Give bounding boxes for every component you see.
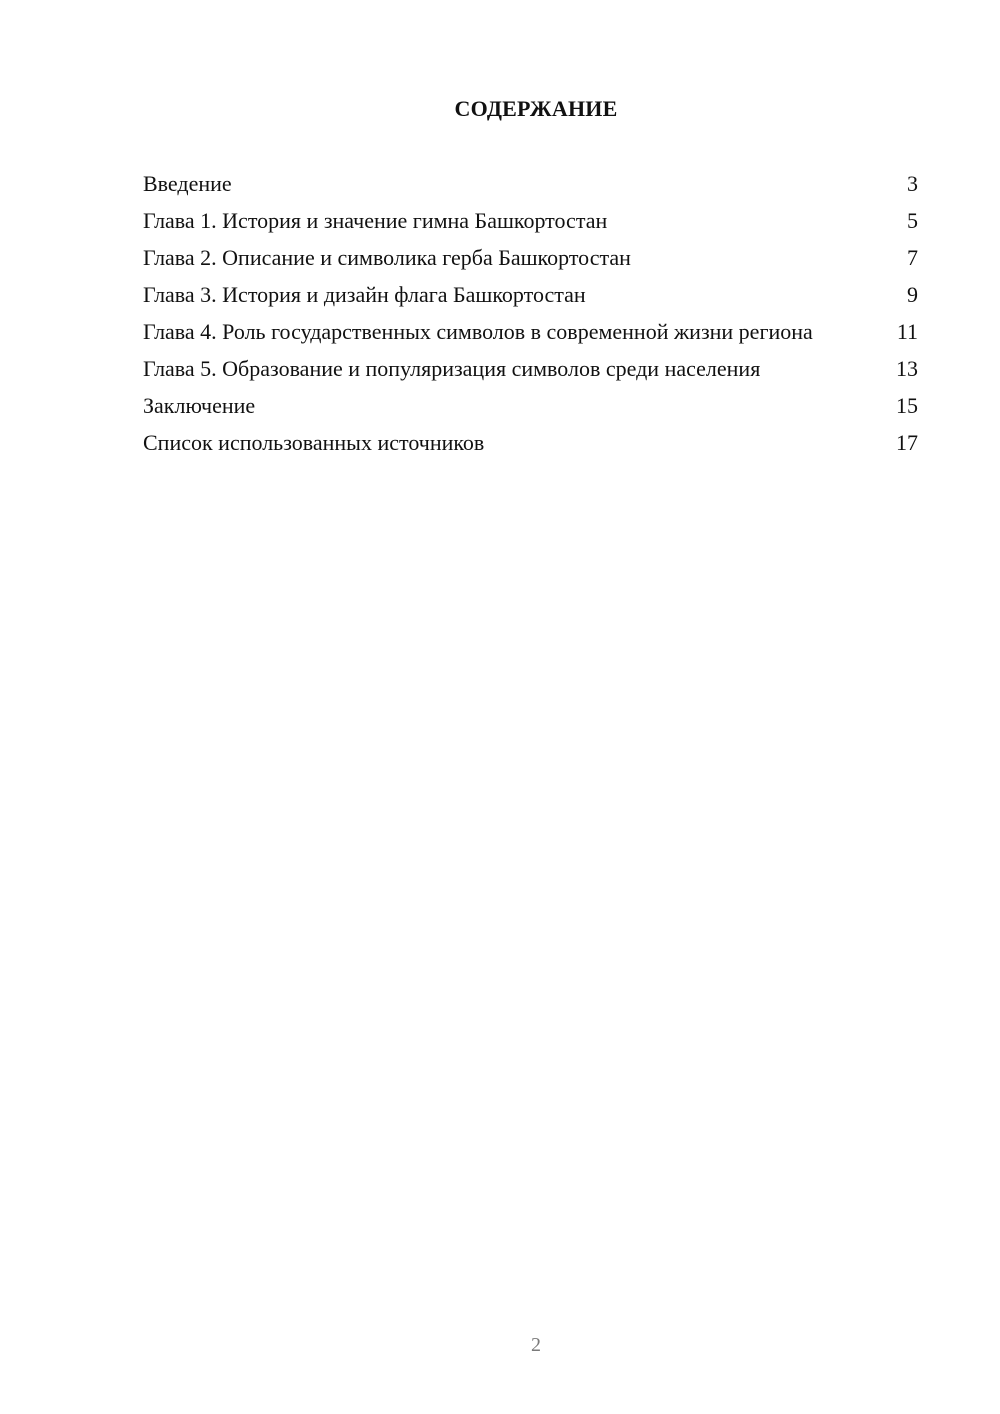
toc-entry-text: Глава 4. Роль государственных символов в современной жизни региона [143, 319, 813, 344]
toc-entry-page: 17 [896, 430, 918, 455]
toc-entry-text: Список использованных источников [143, 430, 485, 455]
page-title: СОДЕРЖАНИЕ [454, 96, 618, 121]
toc-entry-text: Глава 5. Образование и популяризация символов среди населения [143, 356, 761, 381]
toc-entry-text: Глава 3. История и дизайн флага Башкортостан [143, 282, 586, 307]
toc-entry-conclusion [143, 392, 918, 419]
toc-entry-text: Глава 2. Описание и символика герба Башкортостан [143, 245, 631, 270]
toc-entry-page: 15 [896, 393, 918, 418]
toc-entry-text: Глава 1. История и значение гимна Башкортостан [143, 208, 608, 233]
toc-entry-page: 7 [907, 245, 918, 270]
toc-entry-text: Введение [143, 171, 232, 196]
toc-entry-chapter-1 [143, 207, 918, 234]
toc-entry-introduction [143, 170, 918, 197]
toc-entry-page: 9 [907, 282, 918, 307]
toc-entry-text: Заключение [143, 393, 256, 418]
toc-entry-page: 13 [896, 356, 918, 381]
toc-entry-chapter-5 [143, 355, 918, 382]
toc-entry-page: 5 [907, 208, 918, 233]
toc-entry-chapter-2 [143, 244, 918, 271]
table-of-contents [143, 170, 918, 466]
toc-entry-page: 3 [907, 171, 918, 196]
toc-entry-references [143, 429, 918, 456]
toc-entry-chapter-3 [143, 281, 918, 308]
toc-entry-page: 11 [896, 319, 918, 344]
page-number: 2 [531, 1334, 541, 1356]
toc-entry-chapter-4 [143, 318, 918, 345]
